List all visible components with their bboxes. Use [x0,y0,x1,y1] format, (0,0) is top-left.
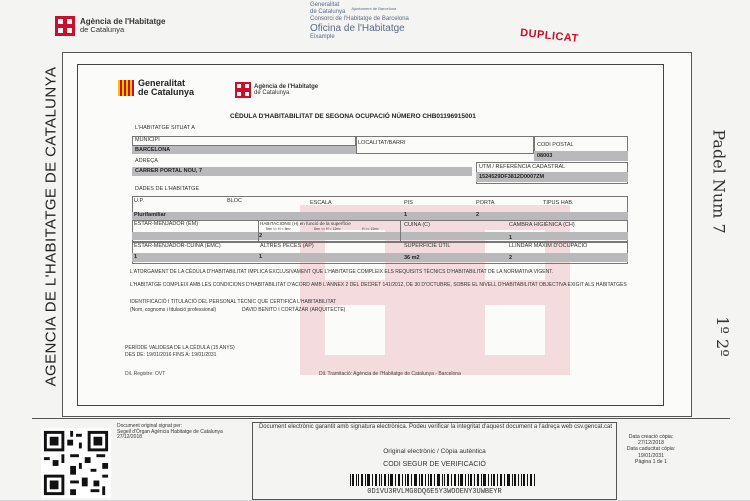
validesa-label: PERÍODE VALIDESA DE LA CÈDULA (15 ANYS) [125,345,235,351]
stamp-office: Oficina de l'Habitatge [310,23,405,34]
codi-postal-value: 08003 [537,153,553,159]
stamp-line3: Consorci de l'Habitatge de Barcelona [310,16,409,22]
adreca-label: ADREÇA [135,158,158,164]
validesa-dates: DES DE: 19/01/2016 FINS A: 19/01/2031 [125,352,217,358]
codi-postal-label: CODI POSTAL [537,142,574,148]
csv-value: 0D1VU3RVLMG0DQ6E5Y3WOOENY3UWBEYR [367,488,502,496]
hab-label: HABITACIONS (H) en funció de la superfície [260,221,351,226]
data-caducitat-label: Data caducitat còpia: [626,446,676,453]
pis-label: PIS [404,200,413,206]
generalitat-logo [118,79,194,97]
handwritten-note [702,112,747,372]
localitat-label: LOCALITAT/BARRI [358,140,406,146]
qr-code-icon [40,428,112,498]
signed-line1: Document original signat per: [117,423,183,429]
handwritten-line2: 1º 2º [712,316,732,357]
agency-small-mark-icon [235,82,251,98]
tramitacio: Dil. Tramitació: Agència de l'Habitatge de Catalunya - Barcelona [319,371,461,377]
registre: Dil. Registre: OVT [125,371,166,377]
up-value: Plurifamiliar [134,212,166,218]
agency2-line1: Agència de l'Habitatge [254,84,319,90]
municipi-label: MUNICIPI [135,137,160,143]
housing-row1-bg [132,212,628,220]
cambra-value: 1 [509,235,513,241]
llindar-label: LLINDAR MÀXIM D'OCUPACIÓ [509,243,588,249]
altres-value: 1 [259,254,263,260]
original-label: Original electrònic / Còpia autèntica [383,448,486,455]
altres-label: ALTRES PECES (AP) [260,243,314,249]
barcode-icon [350,474,535,486]
llindar-value: 2 [509,255,513,261]
hab-sub3: H >= 12m² [362,227,379,231]
duplicate-stamp: DUPLICAT [519,26,580,46]
cuina-label: CUINA (C) [404,222,430,228]
section-data: DADES DE L'HABITATGE [135,186,200,192]
up-label: U.P. [134,198,144,204]
housing-row3-bg [132,253,628,262]
adreca-value: CARRER PORTAL NOU, 7 [135,168,203,174]
hab-sub1: 5m² <= H < 8m² [266,227,291,231]
gen-line2: de Catalunya [138,87,195,97]
hab-sub2: 8m² <= H < 12m² [314,227,341,231]
utm-label: UTM / REFERÈNCIA CADASTRAL [479,164,566,170]
generalitat-stripes-icon [118,80,134,96]
municipi-value: BARCELONA [135,147,171,153]
gen-line1: Generalitat [138,78,186,88]
copy-dates [617,434,685,465]
data-creacio-label: Data creació còpia: [628,434,674,440]
handwritten-line1: Padel Num 7 [709,129,729,234]
agency-logo-small [235,82,318,98]
legal-paragraph-1: L'ATORGAMENT DE LA CÈDULA D'HABITABILITAT IMPLICA EXCLUSIVAMENT QUE L'HABITATGE COMPLEIX ELS REQUISITS TÈCNICS D'HABITABILITAT DE LA NORMATIVA VIGENT. [130,269,554,275]
em-label: ESTAR-MENJADOR (EM) [134,221,199,227]
tipus-label: TIPUS HAB. [543,200,574,206]
agency-logo [55,16,165,36]
legal-paragraph-2: L'HABITATGE COMPLEIX AMB LES CONDICIONS D'HABITABILITAT D'ACORD AMB L'ANNEX 2 DEL DECRET 141/2012, DE 30 D'OCTUBRE, SOBRE EL NIVELL D'HABITABILITAT OBJECTIVA EXIGIT ALS HABITATGES [130,282,627,288]
signed-line3: 27/12/2018 [117,434,143,441]
pis-value: 1 [404,212,408,218]
porta-value: 2 [476,212,480,218]
superficie-value: 36 m2 [404,255,420,261]
porta-label: PORTA [476,200,495,206]
stamp-line1: Generalitat [310,2,340,8]
side-agency-text: AGENCIA DE L'HABITATGE DE CATALUNYA [42,66,60,387]
tecnic-label: IDENTIFICACIÓ I TITULACIÓ DEL PERSONAL TÈCNIC QUE CERTIFICA L'HABITABILITAT [130,299,337,305]
office-stamp [310,2,470,41]
certificate-title: CÈDULA D'HABITABILITAT DE SEGONA OCUPACIÓ NÚMERO CHB01196915001 [230,113,476,120]
emc-value: 1 [134,254,138,260]
emc-label: ESTAR-MENJADOR-CUINA (EMC) [134,243,221,249]
escala-label: ESCALA [310,200,332,206]
agency-name-line2: de Catalunya [80,25,125,34]
agency-name-line1: Agència de l'Habitatge [80,17,166,26]
cambra-label: CAMBRA HIGIÈNICA (CH) [509,222,575,228]
signed-line2: Segell d'Òrgan Agència Habitatge de Catalunya [117,428,223,435]
bloc-label: BLOC [227,198,242,204]
csv-label: CODI SEGUR DE VERIFICACIÓ [383,461,486,468]
stamp-right: Ajuntament de Barcelona [351,6,397,11]
municipi-cell [132,136,356,146]
pagina: Pàgina 1 de 1 [634,458,668,465]
superficie-label: SUPERFÍCIE ÚTIL [404,243,451,249]
agency-logo-mark-icon [55,16,75,36]
data-caducitat-value: 19/01/2031 [638,452,664,459]
data-creacio-value: 27/12/2018 [638,440,664,447]
signed-info [117,424,252,441]
stamp-office2: Eixample [310,34,335,40]
tecnic-value: DAVID BENITO I CORTÁZAR (ARQUITECTE) [242,307,346,313]
utm-value: 1524529DF3812D0007ZM [479,174,545,180]
agency2-line2: de Catalunya [254,90,290,96]
electronic-text: Document electrònic garantit amb signatura electrònica. Podeu verificar la integritat d'aquest document a l'adreça web csv.gencat.cat [258,424,613,430]
stamp-line2: de Catalunya [310,9,346,15]
tecnic-sub: (Nom, cognoms i titulació professional) [130,307,217,313]
section-location: L'HABITATGE SITUAT A [135,125,195,131]
hab-value: 2 [259,233,263,239]
